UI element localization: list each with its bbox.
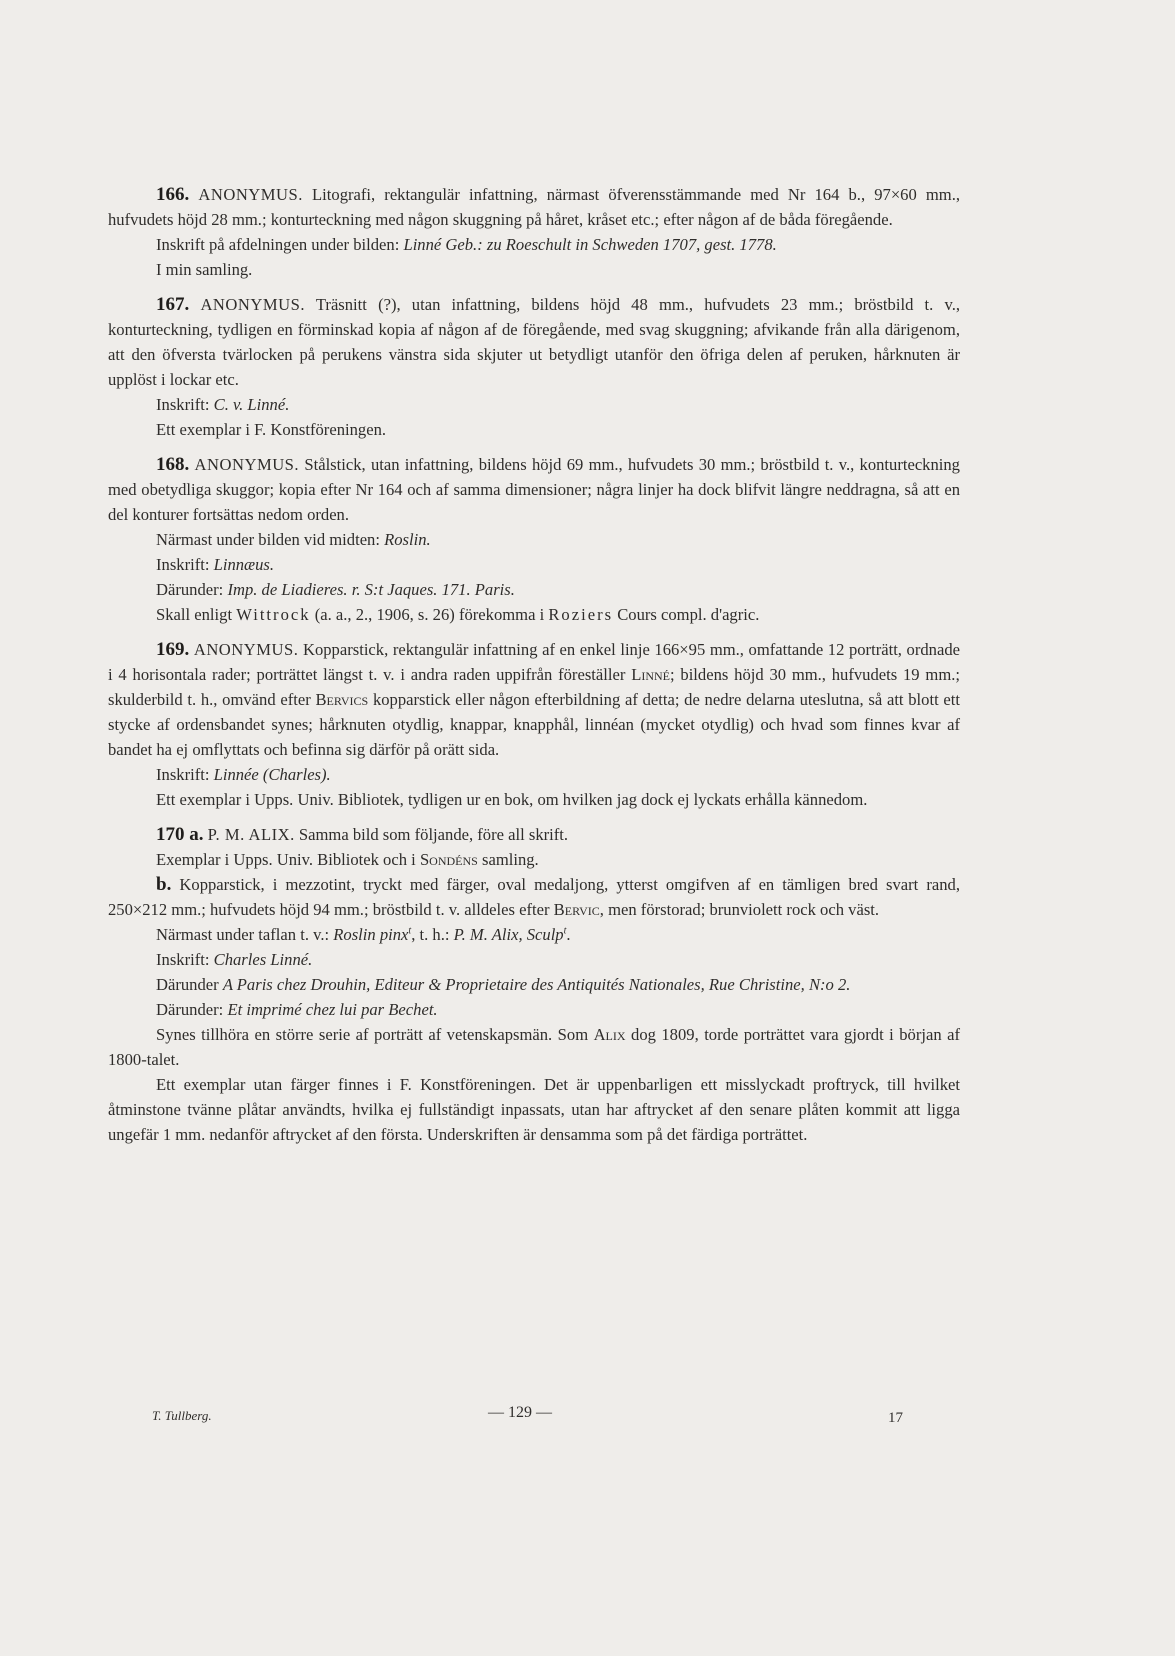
entry-168-inscription [108,552,960,577]
note-text: Skall enligt [156,605,233,624]
name-linne: Linné [631,665,670,684]
near-label: Närmast under bilden vid midten: [156,530,380,549]
near-text: Roslin. [384,530,431,549]
entry-168-below [108,577,960,602]
entry-166-note: I min samling. [156,260,253,279]
entry-170b-series [108,1022,960,1072]
near-text: P. M. Alix, Sculp [453,925,564,944]
entry-168-desc [108,452,960,527]
superscript: t [563,925,567,937]
entry-author: ANONYMUS. [198,185,303,204]
name-sondens: Sondéns [419,850,478,869]
entry-description: Litografi, rektangulär infattning, närmast öfverensstämmande med Nr 164 b., 97×60 mm., hufvudets höjd 28 mm.; konturteckning med någon skuggning på håret, kråset etc.; efter någon af de båda föregående. [108,185,960,229]
page-footer [108,1404,960,1434]
entry-description: ; bildens höjd 30 mm., hufvudets 19 mm.; skulderbild t. h., omvänd efter [108,665,960,709]
inscription-label: Inskrift: [156,555,210,574]
superscript: t [408,925,412,937]
entry-170b-near [108,922,960,947]
entry-description: kopparstick eller någon efterbildning af detta; de nedre delarna uteslutna, så att blott ett stycke af ordensbandet synes; hårknuten otydlig, knappar, knapphål, linnéan (mycket otydlig) och hvad som finnes kvar af bandet ha ej omflyttats och befinna sig därför på orätt sida. [108,690,960,759]
page-number: — 129 — [488,1404,552,1421]
entry-number: 170 a. [156,824,204,845]
entry-author: ANONYMUS. [193,640,299,659]
inscription-text: C. v. Linné. [213,395,290,414]
note-text: Exemplar i Upps. Univ. Bibliotek och i [156,850,416,869]
inscription-label: Inskrift på afdelningen under bilden: [156,235,400,254]
entry-description: , men förstorad; brunviolett rock och väst. [599,900,880,919]
signature-mark: 17 [888,1410,903,1426]
below-text: A Paris chez Drouhin, Editeur & Proprietaire des Antiquités Nationales, Rue Christine, N:o 2. [222,975,851,994]
note-text: (a. a., 2., 1906, s. 26) förekomma i [314,605,545,624]
entry-169-note: Ett exemplar i Upps. Univ. Bibliotek, tydligen ur en bok, om hvilken jag dock ej lyckats erhålla kännedom. [156,790,868,809]
entry-author: ANONYMUS. [194,455,300,474]
name-bervic: Bervic [553,900,600,919]
near-text: Roslin pinx [333,925,409,944]
name-bervic: Bervics [315,690,369,709]
entry-170 [108,822,960,1147]
note-text: dog 1809, torde porträttet vara gjordt i början af 1800-talet. [108,1025,960,1069]
entry-author: P. M. ALIX. [207,825,295,844]
entry-number: 166. [156,184,190,205]
name-alix: Alix [593,1025,626,1044]
entry-description: Träsnitt (?), utan infattning, bildens höjd 48 mm., hufvudets 23 mm.; bröstbild t. v., konturteckning, tydligen en förminskad kopia af någon af de föregående, med svag skuggning; afvikande från alla därigenom, att den öfversta tvärlocken på perukens vänstra sida skjuter ut betydligt utanför den öfriga delen af peruken, hårknuten är upplöst i lockar etc. [108,295,960,389]
near-mid: , t. h.: [411,925,450,944]
entry-167-inscription [108,392,960,417]
entry-170b-below1 [108,972,960,997]
entry-170a-desc [108,822,960,847]
note-text: samling. [482,850,539,869]
entry-166-inscription [108,232,960,257]
inscription-text: Linné Geb.: zu Roeschult in Schweden 1707, gest. 1778. [403,235,777,254]
entry-166 [108,182,960,282]
inscription-text: Linnée (Charles). [213,765,331,784]
entry-168-near [108,527,960,552]
entry-number: 168. [156,454,190,475]
footer-author: T. Tullberg. [152,1408,212,1423]
entry-subnumber: b. [156,874,172,895]
below-label: Därunder: [156,1000,224,1019]
entry-166-desc [108,182,960,232]
entry-170b-desc [108,872,960,922]
inscription-label: Inskrift: [156,765,210,784]
below-text: Imp. de Liadieres. r. S:t Jaques. 171. Paris. [227,580,515,599]
near-label: Närmast under taflan t. v.: [156,925,330,944]
entry-170b-below2 [108,997,960,1022]
entry-number: 169. [156,639,190,660]
entry-169-desc [108,637,960,762]
near-end: . [566,925,571,944]
entry-170a-copies [108,847,960,872]
catalogue-text [108,182,960,1157]
inscription-text: Linnæus. [213,555,275,574]
entry-number: 167. [156,294,190,315]
entry-170b-inscription [108,947,960,972]
entry-167 [108,292,960,442]
entry-169 [108,637,960,812]
below-text: Et imprimé chez lui par Bechet. [227,1000,438,1019]
note-text: Cours compl. d'agric. [617,605,760,624]
inscription-text: Charles Linné. [213,950,313,969]
entry-167-desc [108,292,960,392]
entry-author: ANONYMUS. [200,295,305,314]
note-text: Synes tillhöra en större serie af porträtt af vetenskapsmän. Som [156,1025,589,1044]
entry-description: Kopparstick, i mezzotint, tryckt med färger, oval medaljong, ytterst omgifven af en tämligen bred svart rand, 250×212 mm.; hufvudets höjd 94 mm.; bröstbild t. v. alldeles efter [108,875,960,919]
entry-description: Stålstick, utan infattning, bildens höjd 69 mm., hufvudets 30 mm.; bröstbild t. v., konturteckning med obetydliga skuggor; kopia efter Nr 164 och af samma dimensioner; några linjer ha dock blifvit längre neddragna, så att en del konturer fortsättas nedom orden. [108,455,960,524]
inscription-label: Inskrift: [156,950,210,969]
below-label: Därunder [156,975,219,994]
inscription-label: Inskrift: [156,395,210,414]
author-name: Roziers [548,605,614,624]
author-name: Wittrock [236,605,311,624]
entry-169-inscription [108,762,960,787]
entry-167-note: Ett exemplar i F. Konstföreningen. [156,420,387,439]
entry-description: Kopparstick, rektangulär infattning af en enkel linje 166×95 mm., omfattande 12 porträtt, ordnade i 4 horisontala rader; porträttet längst t. v. i andra raden uppifrån föreställer [108,640,960,684]
entry-168-note [108,602,960,627]
entry-description: Samma bild som följande, före all skrift. [298,825,569,844]
entry-168 [108,452,960,627]
below-label: Därunder: [156,580,224,599]
entry-170b-note: Ett exemplar utan färger finnes i F. Konstföreningen. Det är uppenbarligen ett misslyckadt proftryck, till hvilket åtminstone tvänne plåtar användts, hvilka ej fullständigt inpassats, utan har aftrycket af den senare plåten kommit att ligga ungefär 1 mm. nedanför aftrycket af den första. Underskriften är densamma som på det färdiga porträttet. [108,1075,960,1144]
